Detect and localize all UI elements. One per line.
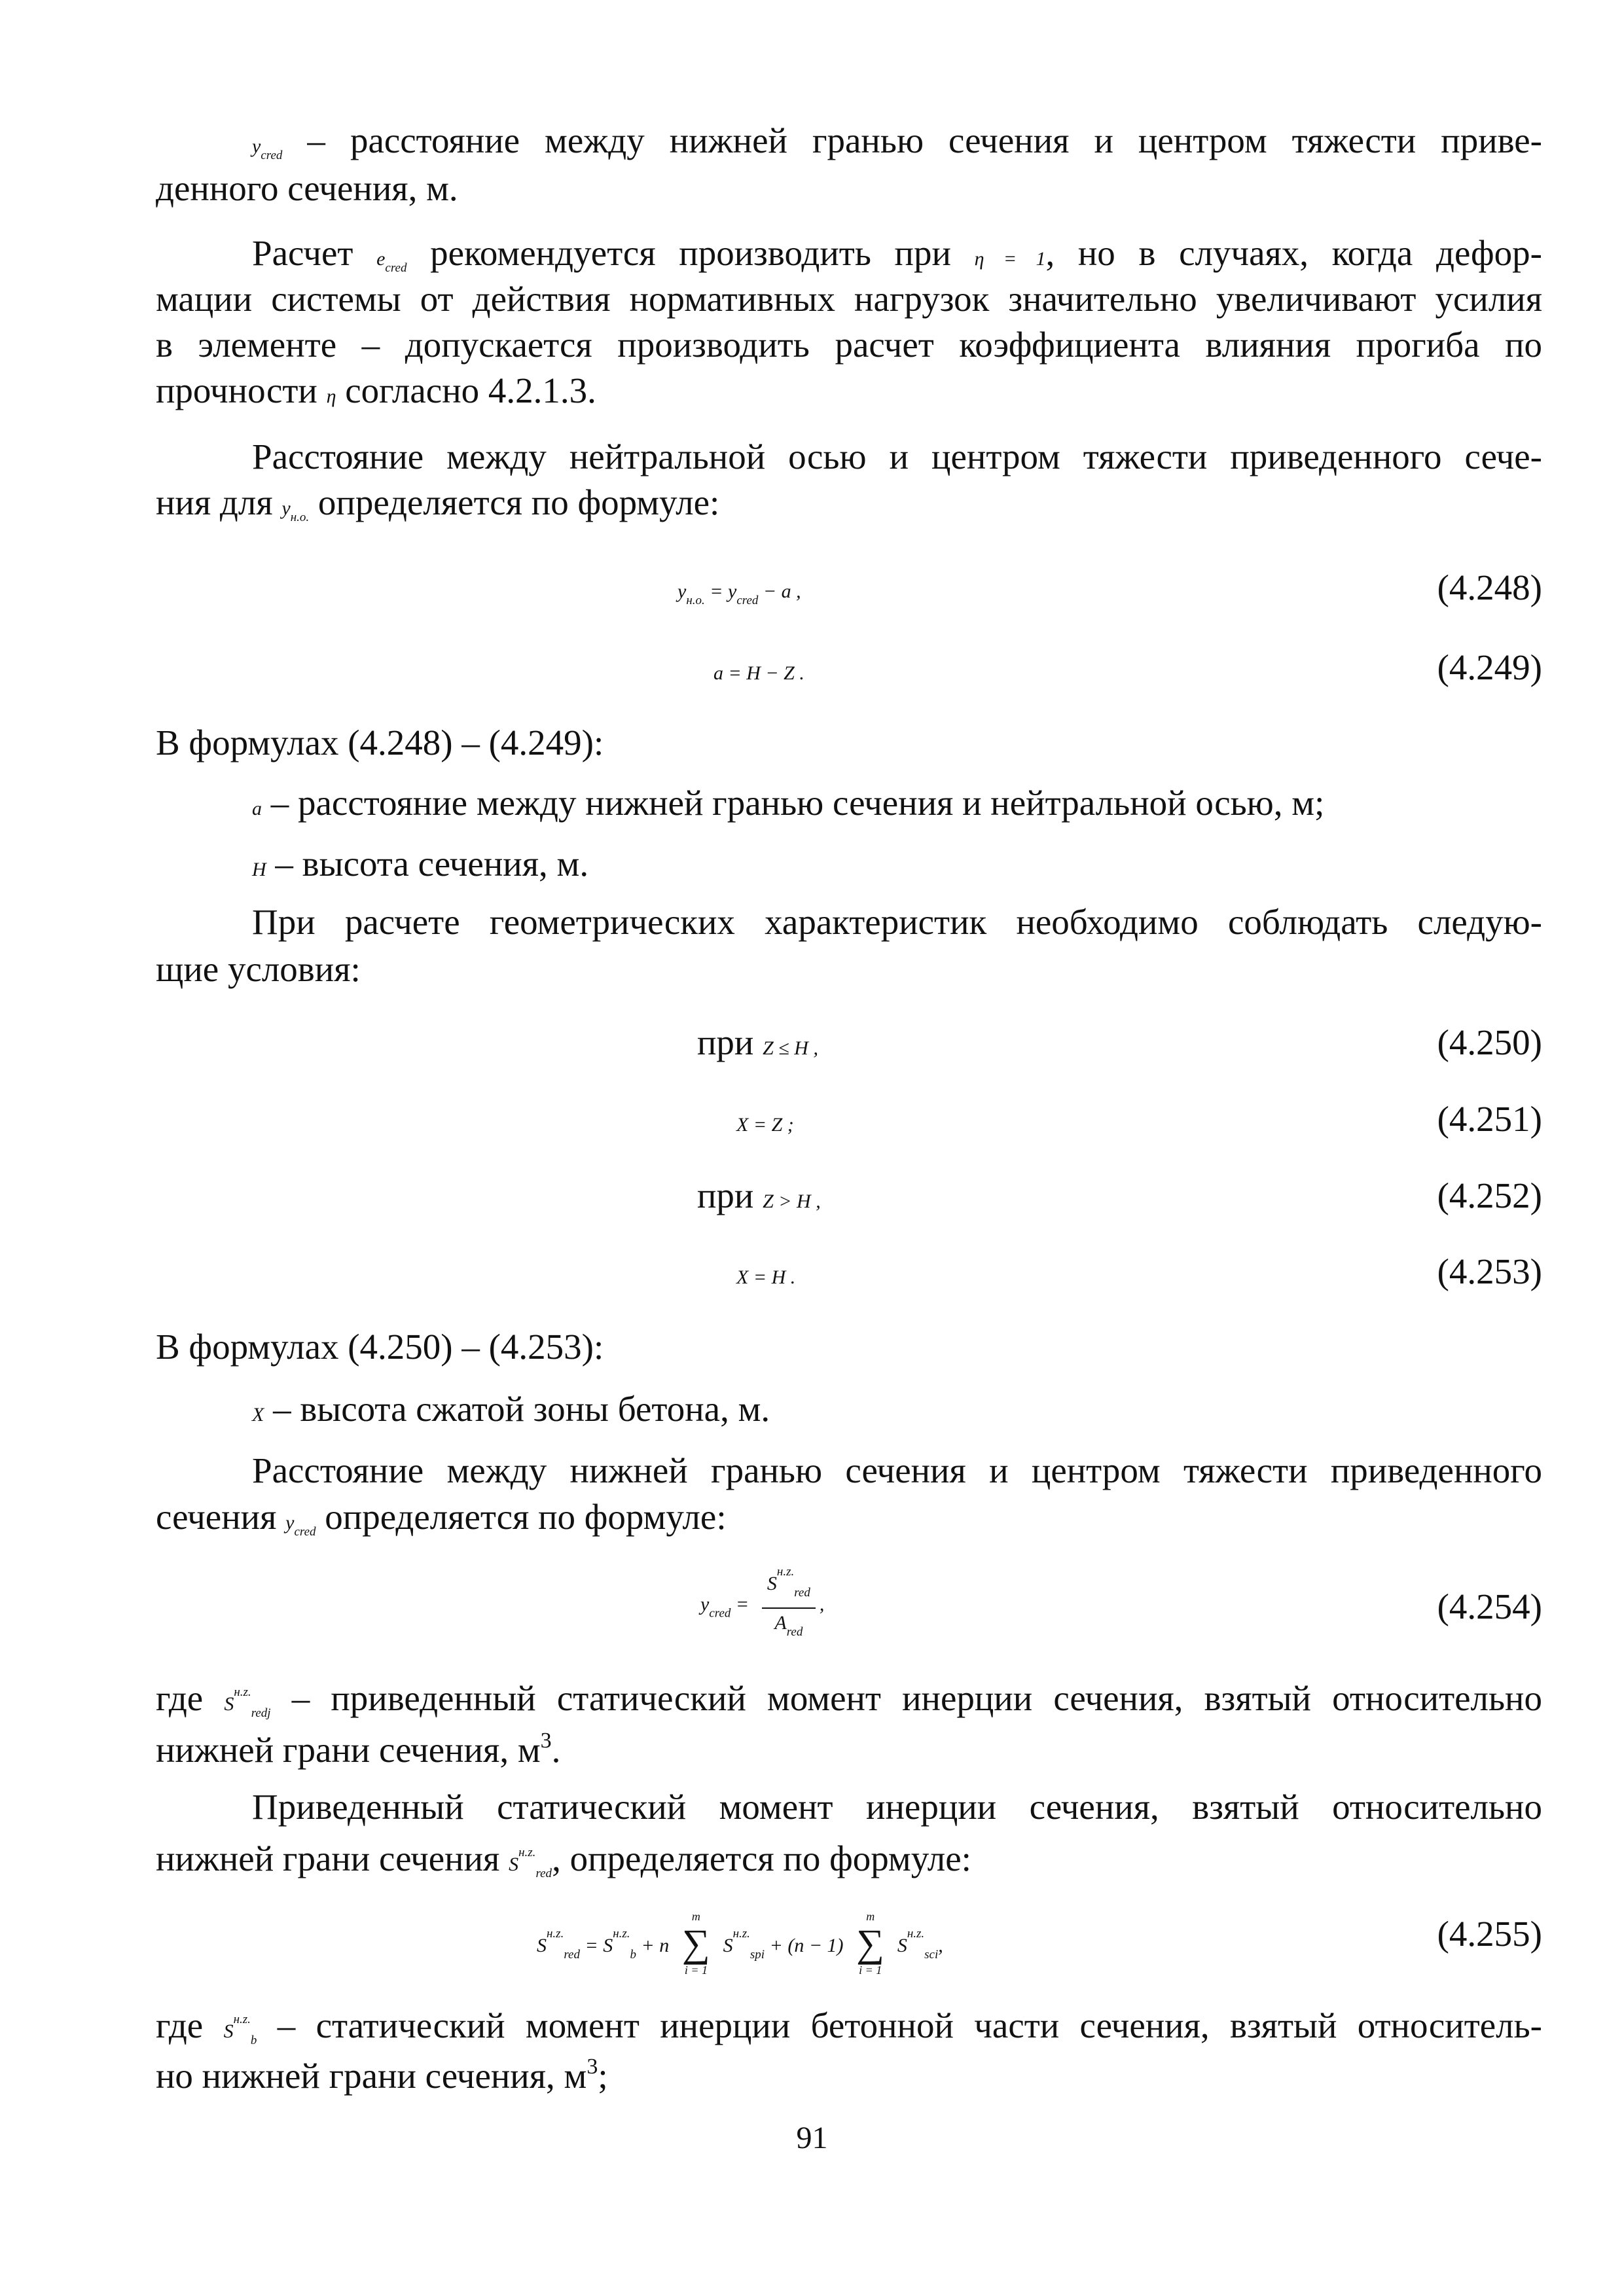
line-text: денного сечения, м.: [156, 168, 458, 208]
line-text: но нижней грани сечения, $м^3$;: [156, 2054, 608, 2096]
line-text: где: [156, 1678, 225, 1718]
line-text: согласно 4.2.1.3.: [336, 370, 596, 410]
line-text: мации системы от действия нормативных нагрузок значительно увеличивают усилия: [156, 279, 1542, 319]
formula-4-250: при Z ≤ H ,: [697, 1022, 818, 1062]
equation-number: (4.249): [1437, 647, 1542, 687]
line-text: [156, 480, 719, 541]
sum-operator: m ∑ i = 1: [856, 1910, 885, 1977]
line-text: нижней грани сечения: [156, 1839, 509, 1878]
line-text: определяется по формуле:: [316, 1497, 727, 1537]
line-text: рекомендуется производить при: [406, 233, 975, 273]
formula-4-249: a = H − Z .: [713, 662, 804, 684]
line-text: определяется по формуле:: [309, 482, 720, 522]
line-text: [156, 1494, 727, 1555]
line-text: , но в случаях, когда дефор-: [1045, 233, 1542, 273]
definition-H: [252, 841, 588, 893]
line-text: Расстояние между нейтральной осью и центром тяжести приведенного сече-: [252, 437, 1542, 476]
line-text: В формулах (4.248) – (4.249):: [156, 723, 604, 762]
line-text: – приведенный статический момент инерции сечения, взятый относительно: [270, 1678, 1542, 1718]
line-text: , определяется по формуле:: [552, 1839, 971, 1878]
page-number: 91: [796, 2121, 828, 2155]
line-text: В формулах (4.250) – (4.253):: [156, 1327, 604, 1367]
line-text: в элементе – допускается производить расчет коэффициента влияния прогиба по: [156, 325, 1542, 365]
equation-number: (4.255): [1437, 1914, 1542, 1954]
math-symbol: H: [252, 859, 266, 880]
math-expression: η = 1: [974, 248, 1046, 270]
line-text: – расстояние между нижней гранью сечения и нейтральной осью, м;: [262, 783, 1325, 823]
math-symbol: $S^{н.z.}_{red}$: [509, 1846, 552, 1880]
formula-4-252: при Z > H ,: [697, 1175, 821, 1215]
line-text: прочности: [156, 370, 327, 410]
line-text: где: [156, 2005, 224, 2045]
math-symbol: η: [326, 386, 336, 407]
definition-a: [252, 780, 1324, 832]
math-symbol: $y_{cred}$: [285, 1512, 316, 1539]
math-symbol: a: [252, 798, 262, 819]
line-text: Расстояние между нижней гранью сечения и центром тяжести приведенного: [252, 1450, 1542, 1490]
line-text: При расчете геометрических характеристик необходимо соблюдать следую-: [252, 902, 1542, 942]
line-text: – высота сжатой зоны бетона, м.: [264, 1389, 770, 1429]
equation-number: (4.248): [1437, 567, 1542, 607]
line-text: – высота сечения, м.: [266, 844, 589, 884]
line-text: – статический момент инерции бетонной части сечения, взятый относитель-: [257, 2005, 1542, 2045]
definition-X: [252, 1386, 770, 1438]
line-text: сечения: [156, 1497, 286, 1537]
math-symbol: $S^{н.z.}_{redj}$: [224, 1685, 271, 1720]
line-text: Приведенный статический момент инерции сечения, взятый относительно: [252, 1787, 1542, 1827]
math-symbol: $y_{н.о.}$: [281, 497, 310, 524]
equation-number: (4.254): [1437, 1587, 1542, 1626]
math-symbol: $e_{cred}$: [376, 248, 407, 275]
equation-number: (4.250): [1437, 1022, 1542, 1062]
formula-4-248: $y_{н.о.} = y_{cred} - a$ ,: [677, 581, 801, 607]
formula-4-253: X = H .: [736, 1266, 796, 1288]
math-symbol: $S^{н.z.}_b$: [223, 2013, 257, 2047]
math-symbol: $y_{cred}$: [252, 135, 283, 162]
formula-4-254: $y_{cred}$ = $\frac{S^{н.z.}_{red}}{A_{red}}$ ,: [700, 1558, 824, 1653]
equation-number: (4.253): [1437, 1251, 1542, 1291]
fraction: $\frac{S^{н.z.}_{red}}{A_{red}}$: [762, 1558, 816, 1647]
formula-4-251: X = Z ;: [736, 1114, 794, 1136]
line-text: – расстояние между нижней гранью сечения и центром тяжести приве-: [282, 120, 1542, 160]
line-text: [156, 368, 596, 420]
sum-operator: m ∑ i = 1: [682, 1910, 710, 1977]
line-text: щие условия:: [156, 949, 361, 989]
math-symbol: X: [252, 1404, 264, 1426]
line-text: нижней грани сечения, $м^3$.: [156, 1729, 561, 1770]
formula-4-255: $S^{н.z.}_{red} = S^{н.z.}_b + n$ m ∑ i = 1 $S^{н.z.}_{spi} + (n - 1)$ m ∑ i = 1 $S^{н.z.}_{sci}$,: [537, 1910, 943, 1977]
line-text: Расчет: [252, 233, 377, 273]
equation-number: (4.251): [1437, 1099, 1542, 1139]
line-text: [156, 1830, 971, 1897]
line-text: ния для: [156, 482, 282, 522]
equation-number: (4.252): [1437, 1175, 1542, 1215]
